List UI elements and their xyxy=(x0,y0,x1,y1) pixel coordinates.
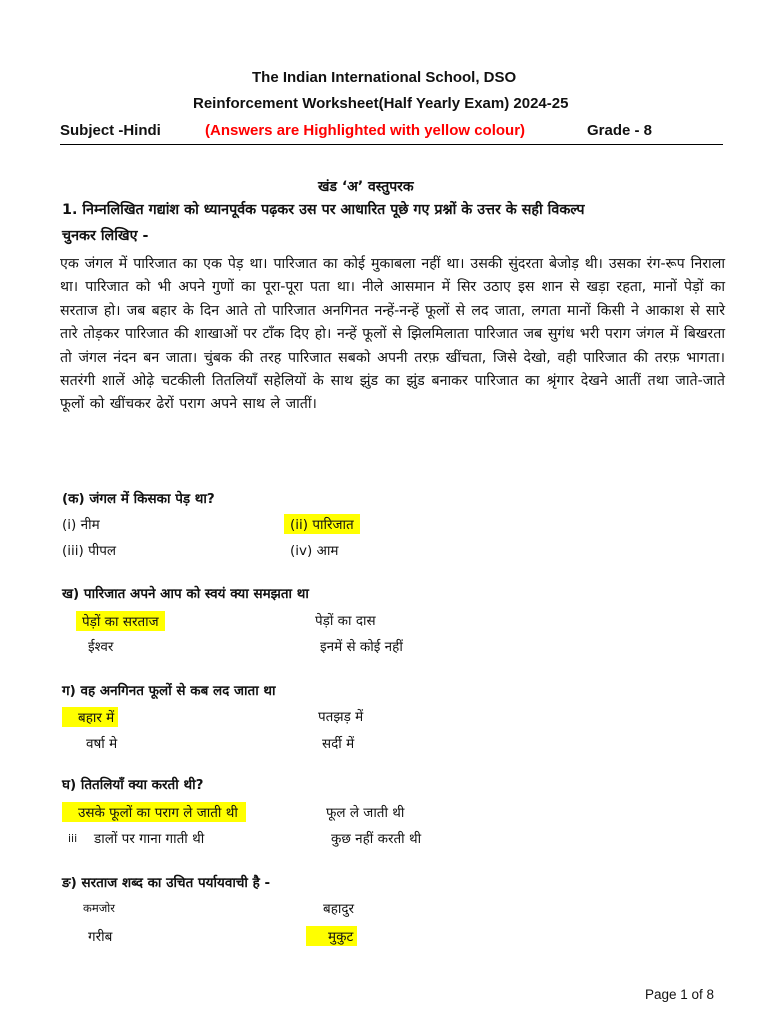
q3-option-4: सर्दी में xyxy=(322,736,355,752)
question-2: ख) पारिजात अपने आप को स्वयं क्या समझता था xyxy=(62,586,309,602)
question-3: ग) वह अनगिनत फूलों से कब लद जाता था xyxy=(62,683,276,699)
q4-option-2: फूल ले जाती थी xyxy=(326,805,405,821)
q3-option-1-answer: बहार में xyxy=(62,707,118,727)
subject-label: Subject -Hindi xyxy=(60,122,161,139)
q1-option-2-answer: (ii) पारिजात xyxy=(284,514,360,534)
q5-option-2: बहादुर xyxy=(323,901,355,917)
q1-option-3: (iii) पीपल xyxy=(62,543,117,559)
q2-option-1-answer: पेड़ों का सरताज xyxy=(76,611,165,631)
page-number: Page 1 of 8 xyxy=(645,987,715,1002)
section-title: खंड ‘अ’ वस्तुपरक xyxy=(318,179,414,195)
question-5: ङ) सरताज शब्द का उचित पर्यायवाची है - xyxy=(62,875,271,891)
q4-option-4: कुछ नहीं करती थी xyxy=(331,831,422,847)
instruction-line-2: चुनकर लिखिए - xyxy=(62,228,149,244)
q4-option-3: डालों पर गाना गाती थी xyxy=(94,831,205,847)
school-name: The Indian International School, DSO xyxy=(252,69,517,86)
q2-option-3: ईश्वर xyxy=(88,639,114,655)
q3-option-2: पतझड़ में xyxy=(318,709,364,725)
q5-option-4-answer: मुकुट xyxy=(306,926,357,946)
q4-option-3-prefix: iii xyxy=(68,832,78,845)
q2-option-4: इनमें से कोई नहीं xyxy=(320,639,403,655)
q3-option-3: वर्षा मे xyxy=(86,736,118,752)
q1-option-4: (iv) आम xyxy=(290,543,339,559)
answer-note: (Answers are Highlighted with yellow colour) xyxy=(205,122,526,139)
header-divider xyxy=(60,144,723,145)
worksheet-title: Reinforcement Worksheet(Half Yearly Exam) 2024-25 xyxy=(193,95,569,112)
q2-option-2: पेड़ों का दास xyxy=(315,613,376,629)
q5-option-1: कमजोर xyxy=(83,901,115,915)
q1-option-1: (i) नीम xyxy=(62,517,100,533)
instruction-line-1: 1. निम्नलिखित गद्यांश को ध्यानपूर्वक पढ़कर उस पर आधारित पूछे गए प्रश्नों के उत्तर के सही विकल्प xyxy=(62,202,585,218)
question-1: (क) जंगल में किसका पेड़ था? xyxy=(62,491,215,507)
grade-label: Grade - 8 xyxy=(587,122,653,139)
passage: एक जंगल में पारिजात का एक पेड़ था। पारिजात का कोई मुकाबला नहीं था। उसकी सुंदरता बेजोड़ थी। उसका रंग-रूप निराला था। पारिजात को भी अपने गुणों का पूरा-पूरा पता था। नीले आसमान में सिर उठाए इस शान से खड़ा रहता, मानों पेड़ों का सरताज हो। जब बहार के दिन आते तो पारिजात अनगिनत नन्हें-नन्हें फूलों से लद जाता, लगता मानों किसी ने आकाश से सारे तारे तोड़कर पारिजात की शाखाओं पर टाँक दिए हो। नन्हें फूलों से झिलमिलाता पारिजात जब सुगंध भरी पराग जंगल में बिखरता तो जंगल नंदन बन जाता। चुंबक की तरह पारिजात सबको अपनी तरफ़ खींचता, जिसे देखो, वही पारिजात की तरफ़ भागता। सतरंगी शालें ओढ़े चटकीली तितलियाँ सहेलियों के साथ झुंड का झुंड बनाकर पारिजात का श्रृंगार देखने आतीं तथा जाते-जाते फूलों को खींचकर ढेरों पराग अपने साथ ले जातीं। xyxy=(60,256,725,413)
q4-option-1-answer: उसके फूलों का पराग ले जाती थी xyxy=(62,802,246,822)
q5-option-3: गरीब xyxy=(88,929,113,945)
question-4: घ) तितलियाँ क्या करती थी? xyxy=(62,777,204,793)
